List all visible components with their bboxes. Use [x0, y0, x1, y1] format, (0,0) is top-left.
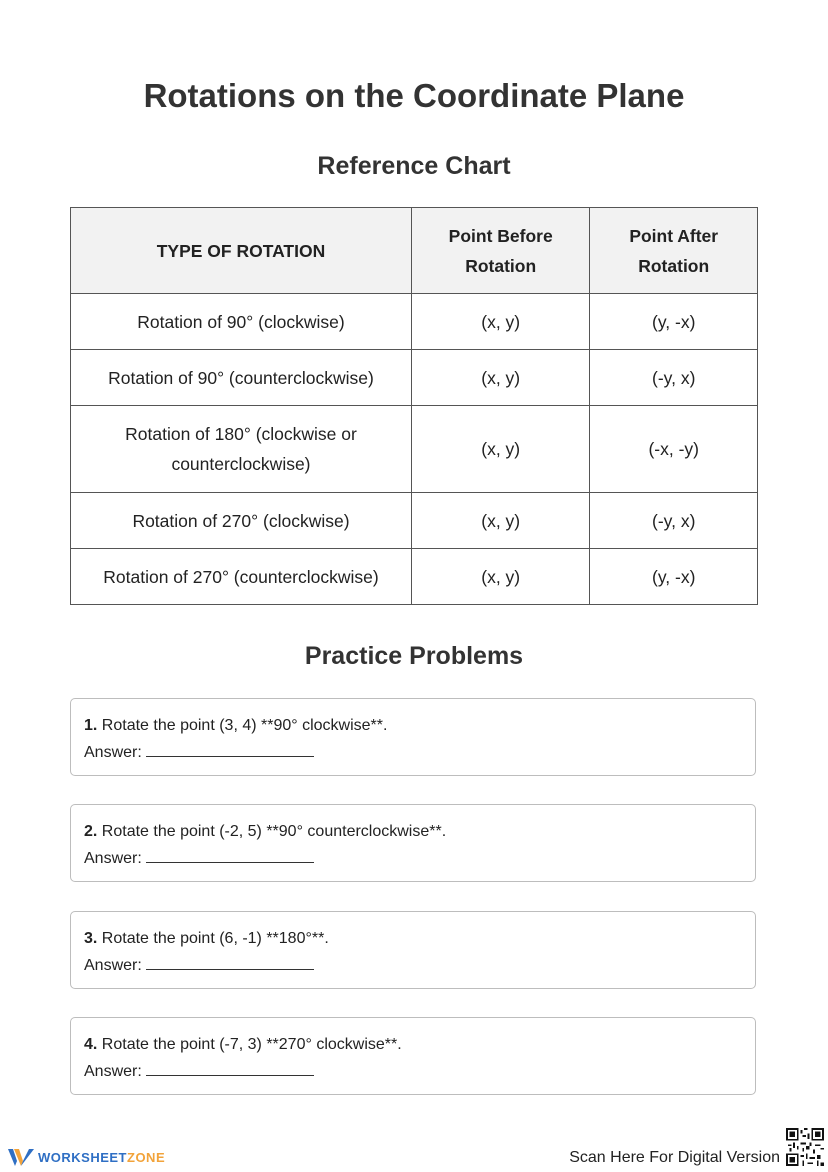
problem-number: 3.: [84, 930, 98, 947]
rotation-type-cell: Rotation of 180° (clockwise or counterclockwise): [71, 406, 412, 493]
rotation-type-cell: Rotation of 90° (counterclockwise): [71, 350, 412, 406]
problem-statement: Rotate the point (3, 4) **90° clockwise**.: [101, 717, 388, 734]
point-before-cell: (x, y): [411, 406, 589, 493]
problem-number: 2.: [84, 823, 98, 840]
page-title: Rotations on the Coordinate Plane: [143, 77, 685, 114]
problem-text: [84, 712, 742, 739]
problem-number: 4.: [84, 1036, 98, 1053]
point-before-cell: (x, y): [411, 350, 589, 406]
point-before-cell: (x, y): [411, 549, 589, 605]
point-after-cell: (-y, x): [590, 493, 758, 549]
problem-card-1: [70, 698, 756, 776]
point-before-cell: (x, y): [411, 294, 589, 350]
answer-row: [84, 845, 742, 872]
point-after-cell: (-x, -y): [590, 406, 758, 493]
rotation-type-cell: Rotation of 90° (clockwise): [71, 294, 412, 350]
answer-blank[interactable]: [146, 739, 314, 757]
worksheet-zone-logo[interactable]: [8, 1146, 165, 1168]
table-row: [71, 406, 758, 493]
table-row: [71, 350, 758, 406]
table-row: [71, 493, 758, 549]
reference-chart-heading: Reference Chart: [317, 152, 511, 180]
answer-row: [84, 952, 742, 979]
header-type-of-rotation: TYPE OF ROTATION: [71, 208, 412, 294]
answer-blank[interactable]: [146, 845, 314, 863]
scan-text: Scan Here For Digital Version: [569, 1149, 780, 1166]
answer-label: Answer:: [84, 1063, 142, 1080]
qr-code-icon[interactable]: [786, 1128, 824, 1166]
answer-label: Answer:: [84, 744, 142, 761]
logo-w-icon: [8, 1147, 34, 1167]
point-after-cell: (-y, x): [590, 350, 758, 406]
header-point-before: Point Before Rotation: [411, 208, 589, 294]
table-header-row: [71, 208, 758, 294]
problem-text: [84, 925, 742, 952]
answer-blank[interactable]: [146, 952, 314, 970]
problem-card-4: [70, 1017, 756, 1095]
answer-blank[interactable]: [146, 1058, 314, 1076]
point-before-cell: (x, y): [411, 493, 589, 549]
problem-text: [84, 1031, 742, 1058]
reference-table: [70, 207, 758, 605]
table-row: [71, 549, 758, 605]
point-after-cell: (y, -x): [590, 549, 758, 605]
answer-row: [84, 1058, 742, 1085]
rotation-type-cell: Rotation of 270° (clockwise): [71, 493, 412, 549]
logo-text: WORKSHEETZONE: [38, 1149, 166, 1165]
point-after-cell: (y, -x): [590, 294, 758, 350]
table-row: [71, 294, 758, 350]
answer-label: Answer:: [84, 850, 142, 867]
header-point-after: Point After Rotation: [590, 208, 758, 294]
problem-card-2: [70, 804, 756, 882]
practice-problems-heading: Practice Problems: [304, 642, 524, 670]
problem-text: [84, 818, 742, 845]
problem-statement: Rotate the point (6, -1) **180°**.: [101, 930, 329, 947]
rotation-type-cell: Rotation of 270° (counterclockwise): [71, 549, 412, 605]
problem-statement: Rotate the point (-7, 3) **270° clockwise**.: [101, 1036, 402, 1053]
problem-statement: Rotate the point (-2, 5) **90° counterclockwise**.: [101, 823, 447, 840]
problem-card-3: [70, 911, 756, 989]
problem-number: 1.: [84, 717, 98, 734]
answer-row: [84, 739, 742, 766]
answer-label: Answer:: [84, 957, 142, 974]
